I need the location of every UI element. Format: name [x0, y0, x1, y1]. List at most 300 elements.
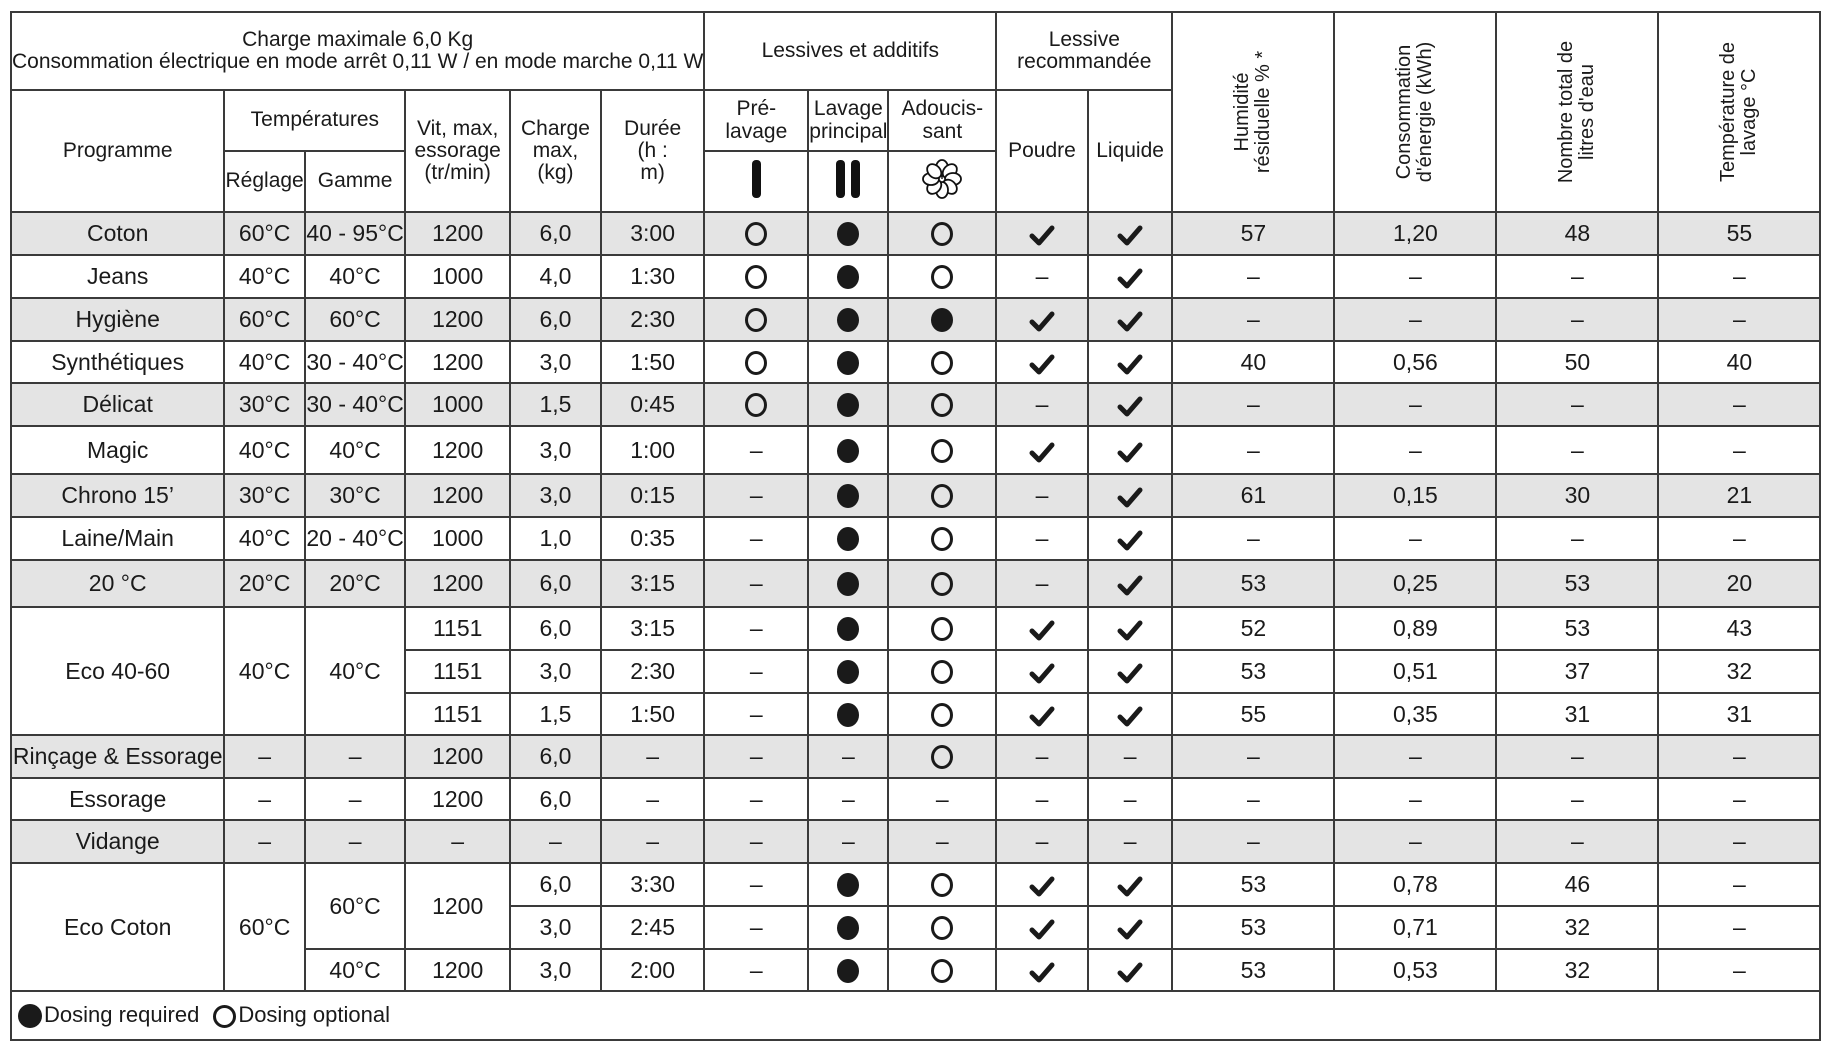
dash: –: [1123, 743, 1137, 770]
litres-cell: 53: [1496, 560, 1658, 607]
cons-cell: 0,25: [1334, 560, 1496, 607]
liquide-cell: [1088, 735, 1173, 778]
duree-cell: –: [601, 778, 705, 820]
check-icon: [1118, 487, 1142, 507]
programme-name: Magic: [11, 426, 224, 474]
temp-cell: –: [1658, 778, 1820, 820]
duree-cell: 2:30: [601, 650, 705, 693]
lav-cell: [808, 560, 888, 607]
temp-cell: –: [1658, 949, 1820, 991]
temp-cell: 32: [1658, 650, 1820, 693]
compartment-ii-icon-bar: [851, 160, 860, 198]
check-icon: [1118, 354, 1142, 374]
check-icon: [1118, 442, 1142, 462]
dosing-required-icon: [837, 527, 859, 551]
lav-cell: [808, 863, 888, 906]
pre-cell: [704, 298, 808, 341]
compartment-i-icon: [752, 160, 761, 198]
lessive-recommandee-label: Lessive recommandée: [1017, 27, 1152, 73]
ado-cell: [888, 212, 996, 255]
dash: –: [1035, 743, 1049, 770]
table-row: [11, 607, 1820, 650]
dash: –: [1035, 482, 1049, 509]
cons-cell: 0,53: [1334, 949, 1496, 991]
lav-cell: [808, 650, 888, 693]
duree-cell: –: [601, 735, 705, 778]
legend: [11, 991, 1820, 1040]
hum-cell: 40: [1172, 341, 1334, 383]
prelavage-label: Pré- lavage: [725, 97, 788, 143]
dosing-optional-icon: [931, 959, 953, 983]
dosing-required-icon: [837, 916, 859, 940]
ado-cell: [888, 517, 996, 560]
lav-cell: [808, 298, 888, 341]
dosing-optional-icon: [745, 393, 767, 417]
hum-cell: 52: [1172, 607, 1334, 650]
programme-table: [10, 11, 1821, 1041]
pre-cell: [704, 906, 808, 949]
charge-cell: 4,0: [510, 255, 601, 298]
charge-label: Charge max, (kg): [521, 116, 590, 185]
compartment-ii-icon: [836, 160, 845, 198]
programme-name: Délicat: [11, 383, 224, 426]
reglage-cell: 40°C: [224, 607, 305, 735]
vitesse-cell: 1200: [405, 863, 510, 949]
vitesse-cell: 1200: [405, 735, 510, 778]
litres-cell: 37: [1496, 650, 1658, 693]
gamme-cell: –: [305, 735, 405, 778]
ado-cell: [888, 693, 996, 735]
dosing-optional-icon: [931, 351, 953, 375]
check-icon: [1030, 962, 1054, 982]
poudre-cell: [996, 383, 1088, 426]
check-icon: [1118, 876, 1142, 896]
lessive-recommandee-header: [996, 12, 1172, 90]
programme-name: Eco 40-60: [11, 607, 224, 735]
hum-cell: 53: [1172, 949, 1334, 991]
poudre-cell: [996, 255, 1088, 298]
reglage-header: Réglage: [224, 151, 305, 212]
pre-cell: [704, 383, 808, 426]
lavage-icon-cell: [808, 151, 888, 212]
vitesse-cell: 1151: [405, 607, 510, 650]
check-icon: [1118, 396, 1142, 416]
reglage-cell: –: [224, 778, 305, 820]
ado-cell: [888, 906, 996, 949]
check-icon: [1030, 442, 1054, 462]
pre-cell: [704, 517, 808, 560]
cons-cell: –: [1334, 517, 1496, 560]
dosing-required-icon: [837, 222, 859, 246]
ado-cell: [888, 298, 996, 341]
temp-cell: –: [1658, 735, 1820, 778]
programme-name: Synthétiques: [11, 341, 224, 383]
duree-cell: 1:00: [601, 426, 705, 474]
charge-cell: 3,0: [510, 949, 601, 991]
check-icon: [1030, 919, 1054, 939]
vitesse-cell: 1200: [405, 298, 510, 341]
lav-cell: [808, 212, 888, 255]
reglage-cell: –: [224, 735, 305, 778]
programme-name: Chrono 15’: [11, 474, 224, 517]
lav-cell: [808, 474, 888, 517]
check-icon: [1118, 706, 1142, 726]
reglage-cell: 60°C: [224, 863, 305, 991]
dash: –: [1035, 785, 1049, 812]
dash: –: [1035, 525, 1049, 552]
liquide-cell: [1088, 298, 1173, 341]
poudre-cell: [996, 607, 1088, 650]
ado-cell: [888, 863, 996, 906]
hum-cell: –: [1172, 517, 1334, 560]
pre-cell: [704, 212, 808, 255]
dosing-optional-icon: [931, 572, 953, 596]
humidite-header: [1172, 12, 1334, 212]
title-line-2: Consommation électrique en mode arrêt 0,11 W / en mode marche 0,11 W: [12, 50, 704, 73]
check-icon: [1118, 311, 1142, 331]
reglage-cell: –: [224, 820, 305, 863]
dosing-required-icon: [837, 617, 859, 641]
temp-lavage-label: [1718, 32, 1760, 192]
dosing-optional-icon: [931, 393, 953, 417]
poudre-cell: [996, 906, 1088, 949]
cons-cell: 0,51: [1334, 650, 1496, 693]
ado-cell: [888, 383, 996, 426]
lav-cell: [808, 693, 888, 735]
dosing-required-icon: [837, 959, 859, 983]
programme-name: Vidange: [11, 820, 224, 863]
temperatures-header: Températures: [224, 90, 405, 151]
title-cell: [11, 12, 704, 90]
table-row: [11, 212, 1820, 255]
ado-cell: [888, 820, 996, 863]
programme-name: Rinçage & Essorage: [11, 735, 224, 778]
dash: –: [749, 525, 763, 552]
charge-cell: 6,0: [510, 607, 601, 650]
temp-cell: –: [1658, 426, 1820, 474]
reglage-cell: 60°C: [224, 298, 305, 341]
dosing-required-icon: [837, 308, 859, 332]
hum-cell: 53: [1172, 560, 1334, 607]
pre-cell: [704, 474, 808, 517]
reglage-cell: 40°C: [224, 341, 305, 383]
liquide-cell: [1088, 778, 1173, 820]
cons-cell: 0,56: [1334, 341, 1496, 383]
adoucissant-header: [888, 90, 996, 151]
litres-header: [1496, 12, 1658, 212]
liquide-cell: [1088, 383, 1173, 426]
vitesse-cell: 1000: [405, 517, 510, 560]
temp-cell: 20: [1658, 560, 1820, 607]
pre-cell: [704, 426, 808, 474]
legend-optional-label: Dosing optional: [238, 1002, 390, 1028]
charge-cell: 1,0: [510, 517, 601, 560]
vitesse-cell: 1200: [405, 212, 510, 255]
check-icon: [1118, 225, 1142, 245]
temp-cell: 31: [1658, 693, 1820, 735]
dosing-required-icon: [837, 484, 859, 508]
cons-cell: –: [1334, 255, 1496, 298]
hum-cell: 55: [1172, 693, 1334, 735]
poudre-cell: [996, 517, 1088, 560]
pre-cell: [704, 341, 808, 383]
poudre-cell: [996, 298, 1088, 341]
dash: –: [749, 570, 763, 597]
cons-cell: 0,78: [1334, 863, 1496, 906]
dash: –: [749, 871, 763, 898]
temp-cell: –: [1658, 383, 1820, 426]
poudre-cell: [996, 863, 1088, 906]
check-icon: [1118, 530, 1142, 550]
gamme-cell: 40°C: [305, 949, 405, 991]
legend-required-label: Dosing required: [44, 1002, 200, 1028]
ado-cell: [888, 735, 996, 778]
litres-cell: –: [1496, 426, 1658, 474]
vitesse-cell: 1200: [405, 341, 510, 383]
dosing-required-icon: [837, 351, 859, 375]
hum-cell: 53: [1172, 863, 1334, 906]
dosing-required-icon: [837, 439, 859, 463]
litres-cell: 31: [1496, 693, 1658, 735]
dosing-required-icon: [931, 308, 953, 332]
poudre-cell: [996, 474, 1088, 517]
temp-lavage-header: [1658, 12, 1820, 212]
table-row: [11, 735, 1820, 778]
litres-cell: –: [1496, 820, 1658, 863]
ado-cell: [888, 607, 996, 650]
dosing-required-icon: [837, 265, 859, 289]
table-row: [11, 474, 1820, 517]
ado-cell: [888, 650, 996, 693]
liquide-cell: [1088, 949, 1173, 991]
dosing-optional-icon: [931, 222, 953, 246]
dosing-optional-icon: [745, 222, 767, 246]
duree-header: [601, 90, 705, 212]
duree-cell: 0:45: [601, 383, 705, 426]
liquide-header: Liquide: [1088, 90, 1173, 212]
temp-cell: 43: [1658, 607, 1820, 650]
lav-cell: [808, 607, 888, 650]
liquide-cell: [1088, 474, 1173, 517]
litres-cell: 48: [1496, 212, 1658, 255]
dash: –: [749, 743, 763, 770]
cons-cell: –: [1334, 383, 1496, 426]
gamme-cell: 60°C: [305, 298, 405, 341]
charge-cell: 3,0: [510, 906, 601, 949]
gamme-cell: 20 - 40°C: [305, 517, 405, 560]
dosing-optional-icon: [745, 265, 767, 289]
duree-cell: 0:15: [601, 474, 705, 517]
liquide-cell: [1088, 650, 1173, 693]
litres-cell: –: [1496, 735, 1658, 778]
litres-cell: –: [1496, 383, 1658, 426]
prelavage-header: [704, 90, 808, 151]
duree-cell: –: [601, 820, 705, 863]
vitesse-cell: –: [405, 820, 510, 863]
vitesse-cell: 1200: [405, 474, 510, 517]
table-row: [11, 298, 1820, 341]
legend-optional: [213, 1003, 390, 1028]
programme-header: Programme: [11, 90, 224, 212]
litres-cell: 50: [1496, 341, 1658, 383]
ado-cell: [888, 778, 996, 820]
check-icon: [1118, 663, 1142, 683]
check-icon: [1118, 268, 1142, 288]
ado-cell: [888, 255, 996, 298]
temp-cell: –: [1658, 517, 1820, 560]
poudre-cell: [996, 693, 1088, 735]
charge-cell: 3,0: [510, 341, 601, 383]
check-icon: [1118, 575, 1142, 595]
poudre-cell: [996, 426, 1088, 474]
gamme-cell: 40°C: [305, 255, 405, 298]
table-row: [11, 560, 1820, 607]
cons-cell: 0,35: [1334, 693, 1496, 735]
table-row: [11, 820, 1820, 863]
humidite-label: [1232, 32, 1274, 192]
dash: –: [749, 956, 763, 983]
hum-cell: 53: [1172, 650, 1334, 693]
dosing-required-icon: [837, 873, 859, 897]
duree-cell: 3:15: [601, 560, 705, 607]
duree-cell: 3:00: [601, 212, 705, 255]
temp-cell: 40: [1658, 341, 1820, 383]
temp-cell: –: [1658, 863, 1820, 906]
liquide-cell: [1088, 560, 1173, 607]
lav-cell: [808, 949, 888, 991]
duree-cell: 1:50: [601, 341, 705, 383]
cons-cell: 0,89: [1334, 607, 1496, 650]
vitesse-cell: 1151: [405, 693, 510, 735]
adoucissant-label: Adoucis- sant: [901, 97, 984, 143]
legend-required: [18, 1003, 199, 1028]
lav-cell: [808, 906, 888, 949]
ado-cell: [888, 474, 996, 517]
table-row: [11, 383, 1820, 426]
dosing-optional-icon: [931, 439, 953, 463]
dash: –: [749, 785, 763, 812]
cons-cell: –: [1334, 820, 1496, 863]
pre-cell: [704, 693, 808, 735]
dash: –: [749, 828, 763, 855]
lessives-header: Lessives et additifs: [704, 12, 996, 90]
check-icon: [1030, 225, 1054, 245]
reglage-cell: 30°C: [224, 474, 305, 517]
liquide-cell: [1088, 212, 1173, 255]
reglage-cell: 40°C: [224, 255, 305, 298]
pre-cell: [704, 778, 808, 820]
dash: –: [935, 785, 949, 812]
dosing-optional-icon: [213, 1005, 236, 1028]
flower-icon: [922, 158, 962, 200]
poudre-cell: [996, 650, 1088, 693]
charge-cell: –: [510, 820, 601, 863]
prelavage-icon-cell: [704, 151, 808, 212]
cons-cell: 0,71: [1334, 906, 1496, 949]
litres-cell: 46: [1496, 863, 1658, 906]
check-icon: [1030, 620, 1054, 640]
hum-cell: –: [1172, 255, 1334, 298]
vitesse-cell: 1151: [405, 650, 510, 693]
charge-cell: 1,5: [510, 383, 601, 426]
table-row: [11, 426, 1820, 474]
charge-cell: 6,0: [510, 560, 601, 607]
charge-cell: 6,0: [510, 298, 601, 341]
dosing-required-icon: [837, 393, 859, 417]
liquide-cell: [1088, 255, 1173, 298]
legend-row: [11, 991, 1820, 1040]
dosing-optional-icon: [931, 660, 953, 684]
vitesse-cell: 1200: [405, 778, 510, 820]
ado-cell: [888, 560, 996, 607]
liquide-cell: [1088, 693, 1173, 735]
dash: –: [749, 615, 763, 642]
cons-cell: 1,20: [1334, 212, 1496, 255]
check-icon: [1118, 962, 1142, 982]
gamme-cell: –: [305, 820, 405, 863]
litres-cell: –: [1496, 255, 1658, 298]
dash: –: [935, 828, 949, 855]
programme-name: Hygiène: [11, 298, 224, 341]
poudre-cell: [996, 949, 1088, 991]
duree-cell: 0:35: [601, 517, 705, 560]
charge-header: [510, 90, 601, 212]
vitesse-label: Vit, max, essorage (tr/min): [414, 116, 501, 185]
poudre-cell: [996, 735, 1088, 778]
litres-label: [1556, 32, 1598, 192]
reglage-cell: 40°C: [224, 517, 305, 560]
hum-cell: –: [1172, 820, 1334, 863]
dosing-optional-icon: [931, 873, 953, 897]
programme-name: Laine/Main: [11, 517, 224, 560]
ado-cell: [888, 341, 996, 383]
pre-cell: [704, 560, 808, 607]
temp-cell: 55: [1658, 212, 1820, 255]
poudre-cell: [996, 778, 1088, 820]
header-row-1: [11, 12, 1820, 90]
dash: –: [749, 436, 763, 463]
pre-cell: [704, 949, 808, 991]
pre-cell: [704, 255, 808, 298]
litres-cell: 53: [1496, 607, 1658, 650]
duree-cell: 2:30: [601, 298, 705, 341]
temp-cell: –: [1658, 906, 1820, 949]
hum-cell: 57: [1172, 212, 1334, 255]
programme-name: Jeans: [11, 255, 224, 298]
vitesse-cell: 1000: [405, 383, 510, 426]
charge-cell: 6,0: [510, 863, 601, 906]
dash: –: [1035, 391, 1049, 418]
cons-cell: –: [1334, 426, 1496, 474]
pre-cell: [704, 650, 808, 693]
lav-cell: [808, 341, 888, 383]
programme-name: 20 °C: [11, 560, 224, 607]
liquide-cell: [1088, 607, 1173, 650]
vitesse-header: [405, 90, 510, 212]
humidite-text: Humidité résiduelle % *: [1231, 50, 1275, 174]
table-row: [11, 341, 1820, 383]
gamme-cell: 60°C: [305, 863, 405, 949]
reglage-cell: 20°C: [224, 560, 305, 607]
liquide-cell: [1088, 341, 1173, 383]
cons-cell: –: [1334, 298, 1496, 341]
vitesse-cell: 1200: [405, 949, 510, 991]
hum-cell: –: [1172, 383, 1334, 426]
lav-cell: [808, 820, 888, 863]
dash: –: [749, 914, 763, 941]
dash: –: [1035, 828, 1049, 855]
cons-cell: –: [1334, 735, 1496, 778]
